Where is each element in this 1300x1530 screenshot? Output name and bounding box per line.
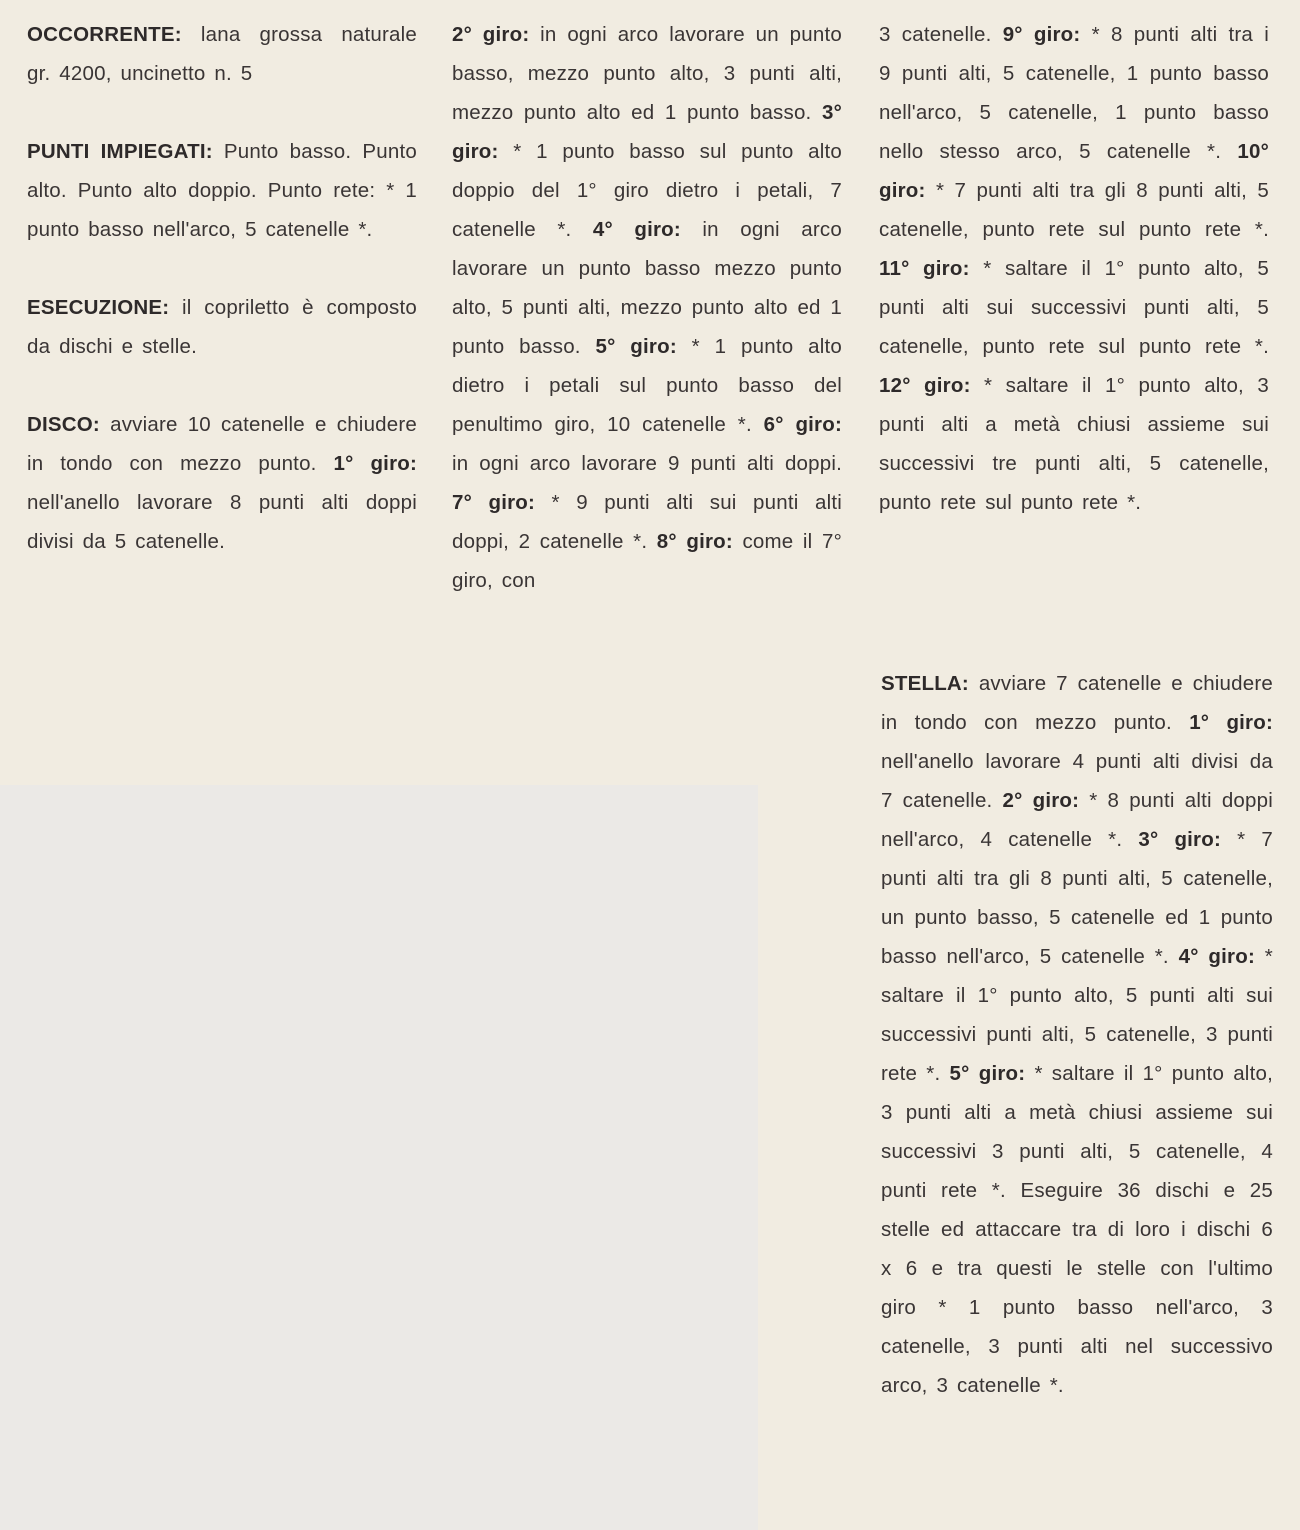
text-column-2 [452, 15, 842, 600]
round-text: * 8 punti alti tra i 9 punti alti, 5 catenelle, 1 punto basso nell'arco, 5 catenelle, 1 punto basso nello stesso arco, 5 catenelle *. [879, 23, 1269, 163]
round-label: 9° giro: [1002, 23, 1081, 46]
round-text: * 1 punto basso sul punto alto doppio del 1° giro dietro i petali, 7 catenelle *. [452, 140, 842, 241]
round-text: come il 7° giro, con [452, 530, 842, 592]
text-disco: avviare 10 catenelle e chiudere in tondo con mezzo punto. [27, 413, 417, 475]
round-label: 3° giro: [452, 101, 842, 163]
round-label: 4° giro: [592, 218, 681, 241]
text-punti-impiegati: Punto basso. Punto alto. Punto alto doppio. Punto rete: * 1 punto basso nell'arco, 5 catenelle *. [27, 140, 417, 241]
round-text: * 8 punti alti doppi nell'arco, 4 catenelle *. [881, 789, 1273, 851]
heading-stella: STELLA: [881, 672, 969, 695]
paragraph-disco-rounds-continued [879, 15, 1269, 522]
round-text: nell'anello lavorare 8 punti alti doppi divisi da 5 catenelle. [27, 491, 417, 553]
round-label: 4° giro: [1178, 945, 1255, 968]
paragraph-occorrente [27, 15, 417, 93]
text-column-3 [879, 15, 1269, 522]
continued-text: 3 catenelle. [879, 23, 992, 46]
round-label: 12° giro: [879, 374, 971, 397]
round-label: 10° giro: [879, 140, 1269, 202]
round-label: 6° giro: [763, 413, 842, 436]
round-text: * saltare il 1° punto alto, 5 punti alti sui successivi punti alti, 5 catenelle, punto rete sul punto rete *. [879, 257, 1269, 358]
round-text: * 7 punti alti tra gli 8 punti alti, 5 catenelle, punto rete sul punto rete *. [879, 179, 1269, 241]
round-label: 11° giro: [879, 257, 970, 280]
round-label: 5° giro: [949, 1062, 1026, 1085]
round-label: 3° giro: [1138, 828, 1221, 851]
text-esecuzione: il copriletto è composto da dischi e stelle. [27, 296, 417, 358]
round-text: in ogni arco lavorare un punto basso mezzo punto alto, 5 punti alti, mezzo punto alto ed 1 punto basso. [452, 218, 842, 358]
round-label: 8° giro: [656, 530, 733, 553]
heading-disco: DISCO: [27, 413, 100, 436]
round-text: * 1 punto alto dietro i petali sul punto basso del penultimo giro, 10 catenelle *. [452, 335, 842, 436]
paragraph-esecuzione [27, 288, 417, 366]
text-occorrente: lana grossa naturale gr. 4200, uncinetto n. 5 [27, 23, 417, 85]
round-text: in ogni arco lavorare 9 punti alti doppi. [452, 452, 842, 475]
round-text: * 7 punti alti tra gli 8 punti alti, 5 catenelle, un punto basso, 5 catenelle ed 1 punto basso nell'arco, 5 catenelle *. [881, 828, 1273, 968]
paragraph-stella [881, 664, 1273, 1405]
round-text: * saltare il 1° punto alto, 3 punti alti a metà chiusi assieme sui successivi tre punti alti, 5 catenelle, punto rete sul punto rete *. [879, 374, 1269, 514]
heading-punti-impiegati: PUNTI IMPIEGATI: [27, 140, 213, 163]
round-text: * saltare il 1° punto alto, 3 punti alti a metà chiusi assieme sui successivi 3 punti alti, 5 catenelle, 4 punti rete *. Eseguire 36 dischi e 25 stelle ed attaccare tra di loro i dischi 6 x 6 e tra questi le stelle con l'ultimo giro * 1 punto basso nell'arco, 3 catenelle, 3 punti alti nel successivo arco, 3 catenelle *. [881, 1062, 1273, 1397]
round-label: 1° giro: [1189, 711, 1273, 734]
paragraph-punti-impiegati [27, 132, 417, 249]
round-text: * saltare il 1° punto alto, 5 punti alti sui successivi punti alti, 5 catenelle, 3 punti rete *. [881, 945, 1273, 1085]
round-label: 1° giro: [333, 452, 417, 475]
paragraph-disco [27, 405, 417, 561]
paragraph-disco-rounds [452, 15, 842, 600]
round-text: in ogni arco lavorare un punto basso, mezzo punto alto, 3 punti alti, mezzo punto alto ed 1 punto basso. [452, 23, 842, 124]
heading-occorrente: OCCORRENTE: [27, 23, 182, 46]
round-label: 2° giro: [1002, 789, 1080, 812]
text-stella: avviare 7 catenelle e chiudere in tondo con mezzo punto. [881, 672, 1273, 734]
text-column-4 [881, 664, 1273, 1405]
round-label: 2° giro: [452, 23, 530, 46]
round-label: 5° giro: [595, 335, 677, 358]
round-text: nell'anello lavorare 4 punti alti divisi da 7 catenelle. [881, 750, 1273, 812]
heading-esecuzione: ESECUZIONE: [27, 296, 170, 319]
text-column-1 [27, 15, 417, 561]
round-text: * 9 punti alti sui punti alti doppi, 2 catenelle *. [452, 491, 842, 553]
round-label: 7° giro: [452, 491, 536, 514]
